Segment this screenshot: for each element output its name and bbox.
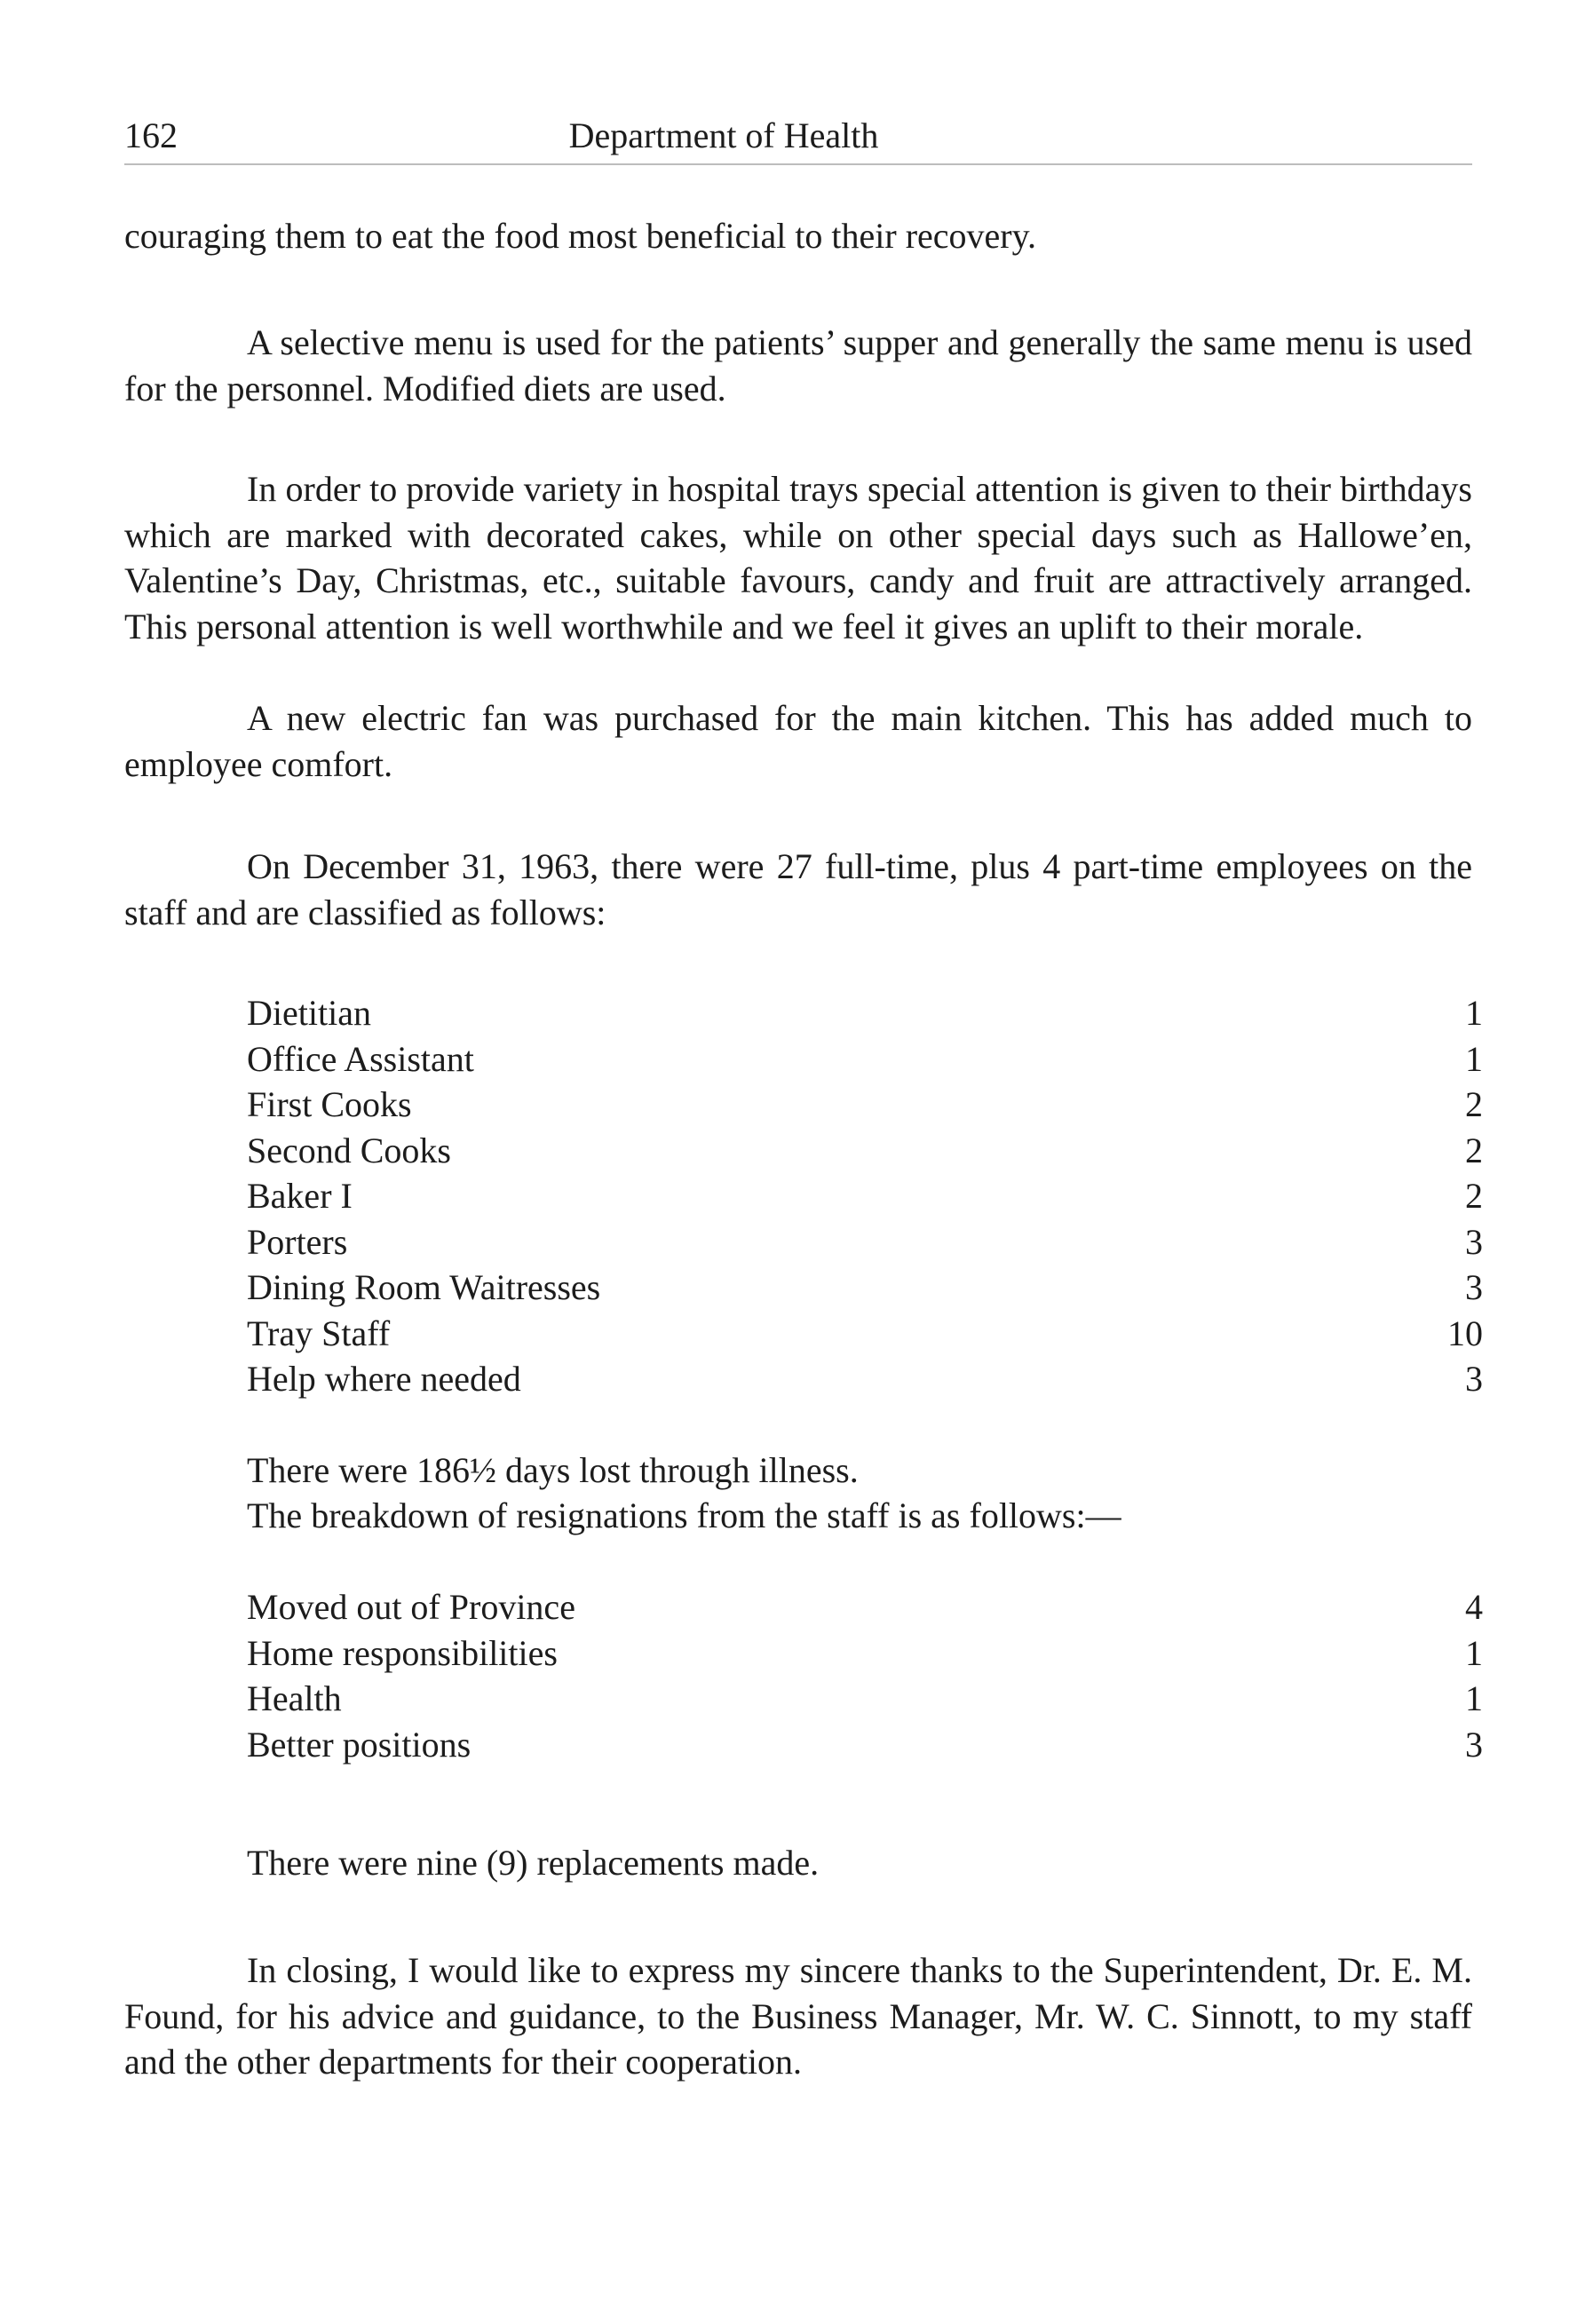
table-row	[247, 1265, 1483, 1311]
staff-count: 2	[1465, 1176, 1483, 1216]
resignations-intro-line: The breakdown of resignations from the staff is as follows:—	[247, 1495, 1121, 1535]
staff-role: Porters	[247, 1221, 348, 1262]
staff-role: Dining Room Waitresses	[247, 1267, 601, 1307]
staff-role: Help where needed	[247, 1359, 521, 1399]
staff-role: Office Assistant	[247, 1038, 474, 1079]
resignation-count: 1	[1465, 1632, 1483, 1673]
resignation-count: 3	[1465, 1724, 1483, 1765]
resignation-reason: Moved out of Province	[247, 1587, 575, 1627]
table-row	[247, 1356, 1483, 1402]
table-row	[247, 1082, 1483, 1128]
paragraph-hospital-trays: In order to provide variety in hospital trays special attention is given to their birthdays which are marked with decorated cakes, while on other special days such as Hallowe’en, Valentine’s Day, Christmas, etc., suitable favours, candy and fruit are attractively arranged. This personal attention is well worthwhile and we feel it gives an uplift to their morale.	[124, 469, 1472, 646]
paragraph-continuation: couraging them to eat the food most beneficial to their recovery.	[124, 216, 1037, 256]
staff-count: 3	[1465, 1221, 1483, 1262]
table-row	[247, 1630, 1483, 1677]
staff-count: 2	[1465, 1084, 1483, 1124]
table-row	[247, 1219, 1483, 1265]
resignation-reason: Home responsibilities	[247, 1632, 558, 1673]
illness-days-line: There were 186½ days lost through illness.	[247, 1450, 859, 1490]
staff-classification-table	[247, 990, 1483, 1402]
paragraph-closing: In closing, I would like to express my sincere thanks to the Superintendent, Dr. E. M. Found, for his advice and guidance, to the Business Manager, Mr. W. C. Sinnott, to my staff and the other departments for their cooperation.	[124, 1950, 1472, 2082]
resignation-reason: Health	[247, 1678, 342, 1718]
staff-count: 1	[1465, 993, 1483, 1033]
replacements-line: There were nine (9) replacements made.	[247, 1843, 820, 1883]
paragraph-electric-fan: A new electric fan was purchased for the main kitchen. This has added much to employee comfort.	[124, 698, 1472, 784]
table-row	[247, 1036, 1483, 1083]
table-row	[247, 990, 1483, 1036]
paragraph-staff-summary: On December 31, 1963, there were 27 full-time, plus 4 part-time employees on the staff and are classified as follows:	[124, 846, 1472, 932]
staff-count: 3	[1465, 1359, 1483, 1399]
paragraph-selective-menu: A selective menu is used for the patients’ supper and generally the same menu is used for the personnel. Modified diets are used.	[124, 322, 1472, 408]
table-row	[247, 1311, 1483, 1357]
staff-count: 2	[1465, 1130, 1483, 1170]
staff-count: 3	[1465, 1267, 1483, 1307]
table-row	[247, 1173, 1483, 1219]
running-title: Department of Health	[568, 115, 879, 155]
page-header	[124, 112, 1474, 160]
staff-role: Dietitian	[247, 993, 371, 1033]
table-row	[247, 1722, 1483, 1768]
staff-count: 1	[1465, 1038, 1483, 1079]
table-row	[247, 1128, 1483, 1174]
resignation-count: 4	[1465, 1587, 1483, 1627]
staff-role: Second Cooks	[247, 1130, 451, 1170]
staff-count: 10	[1447, 1313, 1483, 1353]
page-number: 162	[124, 115, 178, 155]
header-rule	[124, 163, 1472, 165]
staff-role: Tray Staff	[247, 1313, 391, 1353]
table-row	[247, 1676, 1483, 1722]
resignations-table	[247, 1584, 1483, 1767]
document-page	[124, 0, 1483, 2324]
staff-role: Baker I	[247, 1176, 353, 1216]
resignation-reason: Better positions	[247, 1724, 472, 1765]
table-row	[247, 1584, 1483, 1630]
staff-role: First Cooks	[247, 1084, 412, 1124]
resignation-count: 1	[1465, 1678, 1483, 1718]
